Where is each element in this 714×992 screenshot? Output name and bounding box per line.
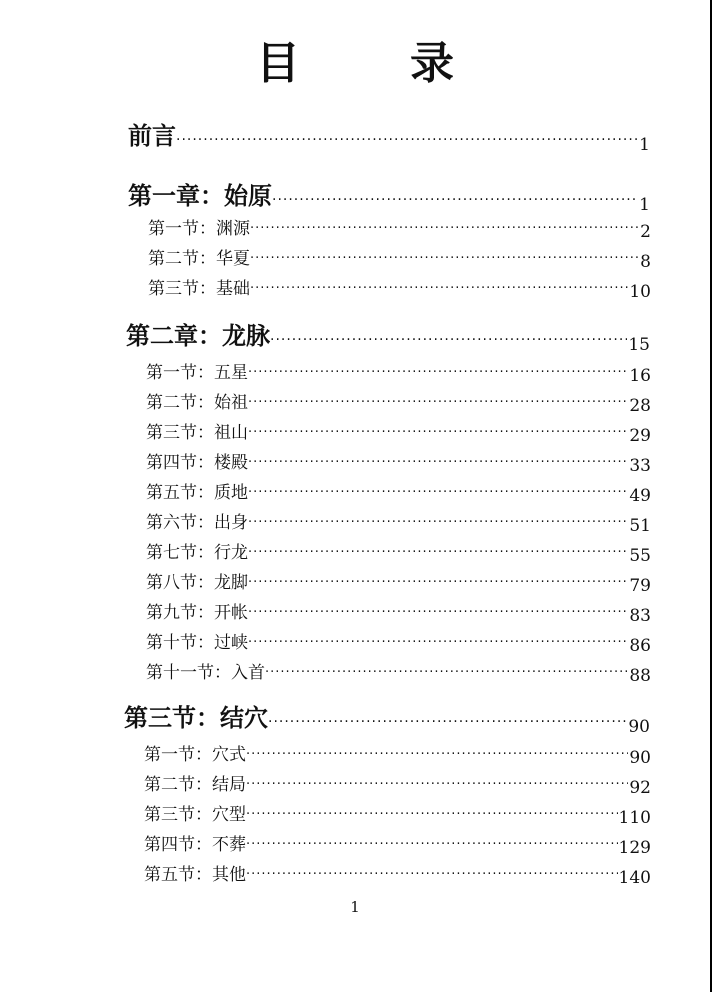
toc-entry-label: 第一章：始原 xyxy=(128,181,272,210)
toc-leader-dots xyxy=(246,867,618,882)
page-number: 1 xyxy=(350,898,360,916)
toc-entry-label: 前言 xyxy=(128,121,176,150)
toc-leader-dots xyxy=(248,605,628,620)
toc-leader-dots xyxy=(265,665,628,680)
toc-leader-dots xyxy=(248,485,628,500)
toc-entry-label: 第二节：始祖 xyxy=(146,393,248,413)
toc-leader-dots xyxy=(248,635,628,650)
toc-entry xyxy=(146,358,651,386)
toc-entry-page: 28 xyxy=(629,396,651,416)
toc-entry xyxy=(146,598,651,626)
toc-entry-label: 第六节：出身 xyxy=(146,513,248,533)
toc-leader-dots xyxy=(270,332,627,348)
toc-entry xyxy=(144,740,651,768)
toc-leader-dots xyxy=(248,395,628,410)
toc-entry xyxy=(146,658,651,686)
toc-entry-label: 第五节：其他 xyxy=(144,865,246,885)
toc-title xyxy=(0,38,710,89)
toc-entry-page: 90 xyxy=(629,748,651,768)
toc-entry-page: 55 xyxy=(629,546,651,566)
toc-leader-dots xyxy=(246,777,628,792)
toc-entry-label: 第五节：质地 xyxy=(146,483,248,503)
toc-entry-page: 16 xyxy=(629,366,651,386)
toc-entry-page: 10 xyxy=(629,282,651,302)
toc-entry xyxy=(148,274,651,302)
toc-entry xyxy=(146,538,651,566)
toc-entry-page: 129 xyxy=(618,838,651,858)
toc-entry-page: 15 xyxy=(628,335,650,355)
toc-entry-label: 第八节：龙脚 xyxy=(146,573,248,593)
toc-entry-page: 51 xyxy=(629,516,651,536)
toc-entry-page: 29 xyxy=(629,426,651,446)
toc-entry xyxy=(144,830,651,858)
toc-entry xyxy=(146,568,651,596)
toc-entry-label: 第二节：华夏 xyxy=(148,249,250,269)
toc-entry-label: 第二节：结局 xyxy=(144,775,246,795)
toc-entry-label: 第二章：龙脉 xyxy=(126,321,270,350)
toc-title-char-2: 录 xyxy=(410,38,454,89)
toc-entry-label: 第三节：祖山 xyxy=(146,423,248,443)
toc-entry xyxy=(128,116,650,155)
toc-entry xyxy=(124,698,650,737)
toc-leader-dots xyxy=(248,365,628,380)
toc-entry xyxy=(146,478,651,506)
toc-title-char-1: 目 xyxy=(256,38,300,89)
toc-leader-dots xyxy=(246,837,618,852)
toc-entry-label: 第三节：结穴 xyxy=(124,703,268,732)
toc-entry xyxy=(144,800,651,828)
toc-entry-page: 140 xyxy=(618,868,651,888)
toc-entry-label: 第一节：渊源 xyxy=(148,219,250,239)
toc-entry-label: 第一节：穴式 xyxy=(144,745,246,765)
toc-entry-page: 49 xyxy=(629,486,651,506)
toc-entry-label: 第一节：五星 xyxy=(146,363,248,383)
toc-entry xyxy=(146,508,651,536)
toc-entry-label: 第四节：不葬 xyxy=(144,835,246,855)
toc-entry xyxy=(148,244,651,272)
toc-entry xyxy=(126,316,650,355)
toc-leader-dots xyxy=(272,192,638,208)
toc-entry xyxy=(148,214,651,242)
toc-leader-dots xyxy=(246,807,618,822)
toc-entry-label: 第七节：行龙 xyxy=(146,543,248,563)
toc-entry-page: 92 xyxy=(629,778,651,798)
toc-entry-page: 110 xyxy=(618,808,651,828)
toc-leader-dots xyxy=(248,455,628,470)
toc-entry-label: 第十节：过峡 xyxy=(146,633,248,653)
toc-leader-dots xyxy=(248,515,628,530)
toc-entry-page: 83 xyxy=(629,606,651,626)
toc-leader-dots xyxy=(248,425,628,440)
toc-entry xyxy=(146,418,651,446)
toc-entry-page: 1 xyxy=(639,135,650,155)
toc-leader-dots xyxy=(250,221,639,236)
toc-leader-dots xyxy=(176,132,638,148)
toc-entry-page: 33 xyxy=(629,456,651,476)
toc-entry-page: 2 xyxy=(640,222,651,242)
toc-entry-label: 第三节：基础 xyxy=(148,279,250,299)
toc-entry xyxy=(146,628,651,656)
toc-entry-label: 第四节：楼殿 xyxy=(146,453,248,473)
toc-leader-dots xyxy=(268,714,627,730)
toc-leader-dots xyxy=(250,251,639,266)
toc-entry xyxy=(146,388,651,416)
toc-entry-label: 第十一节：入首 xyxy=(146,663,265,683)
toc-leader-dots xyxy=(246,747,628,762)
toc-entry-page: 79 xyxy=(629,576,651,596)
toc-entry-label: 第九节：开帐 xyxy=(146,603,248,623)
toc-entry xyxy=(146,448,651,476)
toc-entry-label: 第三节：穴型 xyxy=(144,805,246,825)
toc-entry xyxy=(128,176,650,215)
toc-entry-page: 1 xyxy=(639,195,650,215)
toc-entry xyxy=(144,770,651,798)
toc-entry-page: 86 xyxy=(629,636,651,656)
toc-leader-dots xyxy=(248,575,628,590)
toc-entry-page: 90 xyxy=(628,717,650,737)
toc-entry-page: 8 xyxy=(640,252,651,272)
toc-leader-dots xyxy=(248,545,628,560)
toc-leader-dots xyxy=(250,281,628,296)
toc-entry-page: 88 xyxy=(629,666,651,686)
toc-entry xyxy=(144,860,651,888)
